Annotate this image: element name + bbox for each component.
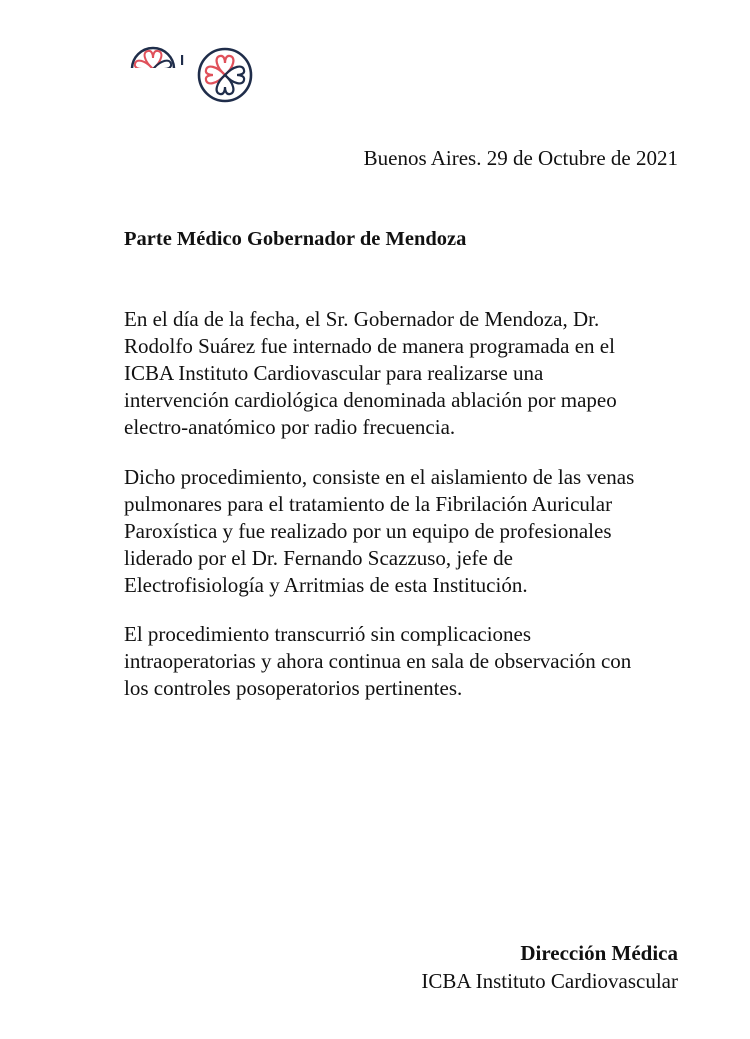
- document-title: Parte Médico Gobernador de Mendoza: [124, 228, 467, 250]
- heart-clover-logo-icon: [196, 46, 254, 104]
- signature-organization: ICBA Instituto Cardiovascular: [421, 969, 678, 993]
- logo-partial-icon: [128, 44, 188, 68]
- paragraph-line: El procedimiento transcurrió sin complicaciones: [124, 622, 532, 646]
- paragraph-line: ICBA Instituto Cardiovascular para realizarse una: [124, 361, 544, 385]
- paragraph-line: Paroxística y fue realizado por un equipo de profesionales: [124, 519, 612, 543]
- paragraph-line: intervención cardiológica denominada ablación por mapeo: [124, 388, 617, 412]
- signature-title: Dirección Médica: [520, 941, 678, 965]
- paragraph-line: Rodolfo Suárez fue internado de manera programada en el: [124, 334, 615, 358]
- paragraph-line: liderado por el Dr. Fernando Scazzuso, jefe de: [124, 546, 513, 570]
- paragraph-procedure: [124, 464, 694, 599]
- paragraph-outcome: [124, 621, 694, 702]
- paragraph-line: En el día de la fecha, el Sr. Gobernador de Mendoza, Dr.: [124, 307, 600, 331]
- paragraph-admission: [124, 306, 694, 441]
- paragraph-line: Electrofisiología y Arritmias de esta Institución.: [124, 573, 528, 597]
- logo-partial-text: I: [180, 52, 186, 69]
- paragraph-line: los controles posoperatorios pertinentes.: [124, 676, 463, 700]
- signature-block: [421, 939, 678, 995]
- paragraph-line: pulmonares para el tratamiento de la Fibrilación Auricular: [124, 492, 613, 516]
- document-date: Buenos Aires. 29 de Octubre de 2021: [363, 146, 678, 170]
- paragraph-line: intraoperatorias y ahora continua en sala de observación con: [124, 649, 632, 673]
- letterhead-logo: [128, 44, 258, 104]
- paragraph-line: electro-anatómico por radio frecuencia.: [124, 415, 456, 439]
- paragraph-line: Dicho procedimiento, consiste en el aislamiento de las venas: [124, 465, 635, 489]
